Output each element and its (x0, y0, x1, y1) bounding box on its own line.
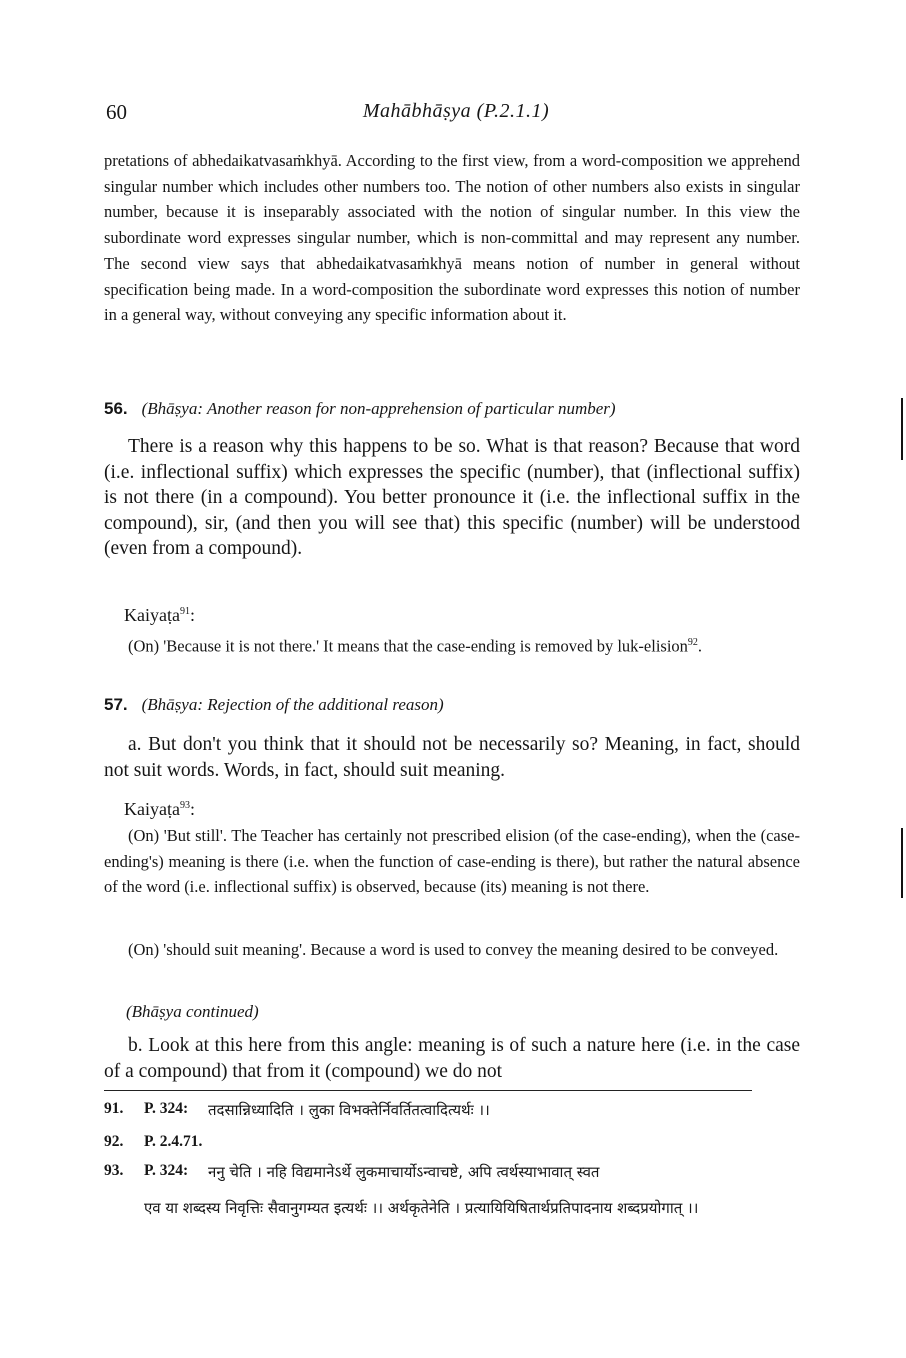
footnote-reference: P. 324: (144, 1162, 189, 1179)
kaiyata-name: Kaiyaṭa (124, 605, 180, 625)
footnote-sanskrit: तदसान्निध्यादिति । लुका विभक्तेर्निवर्तितत्वादित्यर्थः ।। (208, 1101, 490, 1119)
kaiyata-label-91: Kaiyaṭa$^{91}$: (124, 605, 195, 625)
footnote-ref-91: 91 (179, 606, 190, 617)
footnote-reference: P. 324: (144, 1100, 189, 1117)
footnote-rule (104, 1090, 752, 1091)
bhasya-text-56: There is a reason why this happens to be so. What is that reason? Because that word (i.e. inflectional suffix) which expresses the specific (number), that (inflectional suffix) is not there (in a compound). You better pronounce it (i.e. the inflectional suffix in the compound), sir, (and then you will see that) this specific (number) will be understood (even from a compound). (104, 436, 800, 559)
kaiyata-text-56 (104, 630, 800, 659)
kaiyata-text-57-1: (On) 'But still'. The Teacher has certainly not prescribed elision (of the case-ending), when the (case-ending's) meaning is there (i.e. when the function of case-ending is there), but rather the natural absence of the word (i.e. inflectional suffix) is observed, because (its) meaning is not there. (104, 826, 800, 897)
section-number: 56. (104, 399, 128, 418)
footnote-number: 93. (104, 1162, 124, 1179)
margin-mark (901, 398, 903, 460)
sentence-end: . (697, 636, 703, 656)
bhasya-text-57b: b. Look at this here from this angle: meaning is of such a nature here (i.e. in the case of a compound) that from it (compound) we do not (104, 1035, 800, 1082)
footnote-number: 91. (104, 1100, 124, 1117)
footnote-reference: P. 2.4.71. (144, 1133, 203, 1150)
footnote-ref-93: 93 (179, 800, 190, 811)
kaiyata-text-57-2: (On) 'should suit meaning'. Because a word is used to convey the meaning desired to be conveyed. (128, 940, 779, 959)
section-title: (Bhāṣya: Rejection of the additional reason) (141, 695, 444, 714)
footnote-sanskrit: ननु चेति । नहि विद्यमानेऽर्थे लुकमाचार्योऽन्वाचष्टे, अपि त्वर्थस्याभावात् स्वत (208, 1163, 600, 1181)
running-title: Mahābhāṣya (P.2.1.1) (362, 100, 550, 122)
margin-mark (901, 828, 903, 898)
page-number: 60 (106, 100, 127, 124)
page-header (106, 100, 806, 130)
kaiyata-name: Kaiyaṭa (124, 799, 180, 819)
footnote-number: 92. (104, 1133, 124, 1150)
bhasya-text-57a: a. But don't you think that it should not be necessarily so? Meaning, in fact, should not suit words. Words, in fact, should suit meaning. (104, 734, 800, 781)
footnote-93-continuation: एव या शब्दस्य निवृत्तिः सैवानुगम्यत इत्यर्थः ।। अर्थकृतेनेति । प्रत्यायियिषितार्थप्रतिपादनाय शब्दप्रयोगात् ।। (144, 1199, 699, 1217)
kaiyata-label-93: Kaiyaṭa$^{93}$: (124, 799, 195, 819)
section-title: (Bhāṣya: Another reason for non-apprehension of particular number) (141, 399, 616, 418)
section-57-heading (104, 692, 800, 718)
kaiyata-commentary: (On) 'Because it is not there.' It means that the case-ending is removed by luk-elision (128, 636, 688, 656)
intro-paragraph: pretations of abhedaikatvasaṁkhyā. According to the first view, from a word-composition we apprehend singular number which includes other numbers too. The notion of other numbers also exists in singular number, because it is inseparably associated with the notion of singular number. In this view the subordinate word expresses singular number, which is non-committal and may represent any number. The second view says that abhedaikatvasaṁkhyā means notion of number in general without specification being made. In a word-composition the subordinate word expresses this notion of number in a general way, without conveying any specific information about it. (104, 151, 800, 325)
section-56-heading (104, 396, 800, 422)
bhasya-continued-label: (Bhāṣya continued) (126, 1002, 259, 1021)
section-number: 57. (104, 695, 128, 714)
footnote-ref-92: 92 (687, 637, 698, 648)
